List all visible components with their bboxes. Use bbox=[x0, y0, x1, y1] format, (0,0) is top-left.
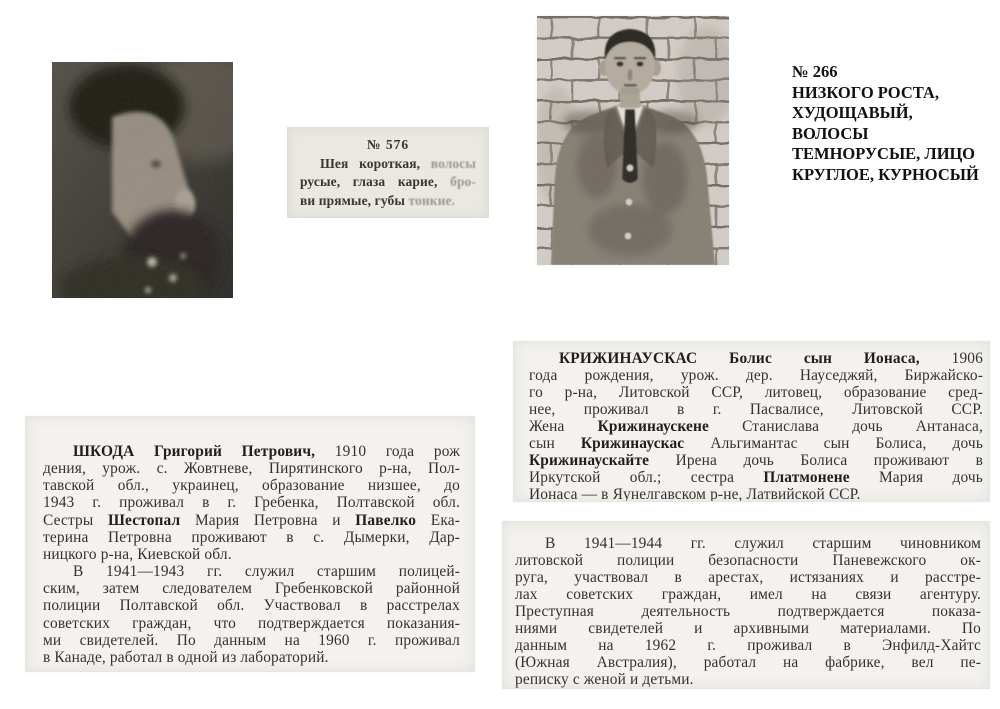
text-segment: терина Петровна проживают в с. Дымерки, Дар- bbox=[43, 528, 460, 546]
text-segment: руга, участвовал в арестах, истязаниях и расстре- bbox=[515, 569, 981, 586]
text-line bbox=[300, 173, 476, 192]
text-segment: полиции Полтавской обл. Участвовал в расстрелах bbox=[43, 597, 460, 615]
text-line bbox=[43, 580, 460, 597]
emphasized-name: ШКОДА Григорий Петрович, bbox=[73, 443, 316, 460]
note-576-text bbox=[300, 155, 476, 211]
emphasized-name: Крижинаускене bbox=[597, 418, 710, 435]
text-segment: данным на 1962 г. проживал в Энфилд-Хайтс bbox=[515, 637, 981, 654]
text-segment: ским, затем следователем Гребенковской районной bbox=[43, 580, 460, 598]
text-segment: лах советских граждан, имел на связи агентуру. bbox=[515, 586, 981, 603]
emphasized-name: Крижинаускайте bbox=[529, 452, 650, 469]
photo-portrait-left bbox=[52, 62, 233, 298]
text-segment: дения, урож. с. Жовтневе, Пирятинского р-на, Пол- bbox=[43, 460, 460, 478]
record-krizhinauskas-part2 bbox=[502, 521, 990, 689]
text-segment: реписку с женой и детьми. bbox=[515, 671, 694, 688]
description-266 bbox=[792, 62, 1000, 186]
photo-portrait-right bbox=[537, 16, 729, 265]
text-line bbox=[529, 367, 983, 384]
text-line bbox=[515, 603, 981, 620]
text-segment: ми свидетелей. По данным на 1960 г. проживал bbox=[43, 631, 460, 649]
text-segment: советских граждан, что подтверждается показания- bbox=[43, 614, 460, 632]
text-segment: русые, глаза карие, bbox=[300, 174, 451, 189]
text-segment: 1910 года рож bbox=[315, 443, 460, 460]
text-line bbox=[43, 546, 460, 563]
description-266-number: № 266 bbox=[792, 62, 838, 81]
text-line: ХУДОЩАВЫЙ, bbox=[792, 103, 913, 123]
text-segment: тонкие. bbox=[408, 192, 456, 208]
text-segment: ницкого р-на, Киевской обл. bbox=[43, 545, 232, 563]
text-segment: Ионаса — в Яунелгавском р-не, Латвийской ССР. bbox=[529, 486, 861, 502]
text-segment: ви прямые, губы bbox=[300, 192, 409, 208]
text-segment: нее, проживал в г. Пасвалисе, Литовской ССР. bbox=[529, 401, 983, 418]
text-segment: Ирена дочь Болиса проживают в bbox=[649, 452, 983, 469]
text-line bbox=[43, 597, 460, 614]
text-line bbox=[529, 452, 983, 469]
description-266-text bbox=[792, 83, 1000, 186]
text-line bbox=[43, 477, 460, 494]
text-line bbox=[529, 435, 983, 452]
text-line bbox=[43, 563, 460, 580]
text-segment: В 1941—1943 гг. служил старшим полицей- bbox=[73, 563, 460, 581]
description-note-576 bbox=[287, 127, 489, 218]
text-segment: го р-на, Литовской ССР, литовец, образование сред- bbox=[529, 384, 983, 401]
text-line: КРУГЛОЕ, КУРНОСЫЙ bbox=[792, 164, 979, 184]
text-line bbox=[515, 637, 981, 654]
text-segment: Ека- bbox=[416, 511, 460, 529]
text-segment: Мария Петровна и bbox=[180, 511, 356, 529]
text-segment: литовской полиции безопасности Паневежского ок- bbox=[515, 552, 981, 569]
text-segment: Преступная деятельность подтверждается показа- bbox=[515, 603, 981, 620]
text-line: ВОЛОСЫ bbox=[792, 123, 869, 143]
text-segment: Жена bbox=[529, 418, 598, 435]
text-line bbox=[515, 535, 981, 552]
text-line bbox=[515, 671, 981, 688]
record-shkoda bbox=[25, 416, 475, 672]
emphasized-name: Шестопал bbox=[107, 511, 181, 529]
text-line bbox=[43, 649, 460, 666]
text-line bbox=[529, 350, 983, 367]
text-line bbox=[300, 155, 476, 174]
text-segment: (Южная Австралия), работал на фабрике, вел пе- bbox=[515, 654, 981, 671]
text-segment: сын bbox=[529, 435, 581, 452]
portrait-left-image bbox=[52, 62, 233, 298]
text-segment: Шея короткая, bbox=[320, 155, 431, 171]
emphasized-name: Павелко bbox=[355, 511, 417, 529]
text-line bbox=[43, 615, 460, 632]
text-segment: ниями свидетелей и архивными материалами. По bbox=[515, 620, 981, 637]
emphasized-name: Платмонене bbox=[763, 469, 850, 486]
text-segment: Альгимантас сын Болиса, дочь bbox=[684, 435, 983, 452]
text-line: ТЕМНОРУСЫЕ, ЛИЦО bbox=[792, 144, 975, 164]
portrait-right-image bbox=[537, 16, 729, 265]
text-line bbox=[529, 418, 983, 435]
record-krizhinauskas-part1 bbox=[513, 341, 990, 502]
text-line bbox=[529, 384, 983, 401]
text-segment: года рождения, урож. дер. Науседжяй, Биржайско- bbox=[529, 367, 983, 384]
text-line bbox=[529, 486, 983, 502]
note-576-number: № 576 bbox=[366, 137, 410, 152]
text-line bbox=[515, 620, 981, 637]
text-line bbox=[515, 552, 981, 569]
text-line bbox=[43, 529, 460, 546]
text-segment: 1906 bbox=[919, 350, 983, 367]
text-line: НИЗКОГО РОСТА, bbox=[792, 82, 939, 102]
text-line bbox=[43, 512, 460, 529]
emphasized-name: КРИЖИНАУСКАС Болис сын Ионаса, bbox=[559, 350, 920, 367]
text-segment: волосы bbox=[430, 155, 476, 171]
text-line bbox=[300, 192, 476, 211]
text-line bbox=[515, 569, 981, 586]
text-segment: 1943 г. проживал в г. Гребенка, Полтавской обл. bbox=[43, 494, 460, 512]
text-segment: в Канаде, работал в одной из лабораторий. bbox=[43, 648, 329, 666]
text-segment: Станислава дочь Антанаса, bbox=[709, 418, 983, 435]
text-segment: В 1941—1944 гг. служил старшим чиновником bbox=[545, 535, 981, 552]
text-line bbox=[515, 586, 981, 603]
emphasized-name: Крижинаускас bbox=[580, 435, 685, 452]
text-segment: Сестры bbox=[43, 511, 108, 529]
text-segment: Иркутской обл.; сестра bbox=[529, 469, 764, 486]
text-line bbox=[529, 401, 983, 418]
text-line bbox=[43, 494, 460, 511]
text-segment: тавской обл., украинец, образование низшее, до bbox=[43, 477, 460, 495]
text-line bbox=[43, 443, 460, 460]
text-line bbox=[529, 469, 983, 486]
text-line bbox=[43, 632, 460, 649]
text-segment: Мария дочь bbox=[849, 469, 983, 486]
text-line bbox=[515, 654, 981, 671]
text-line bbox=[43, 460, 460, 477]
text-segment: бро- bbox=[450, 174, 476, 189]
